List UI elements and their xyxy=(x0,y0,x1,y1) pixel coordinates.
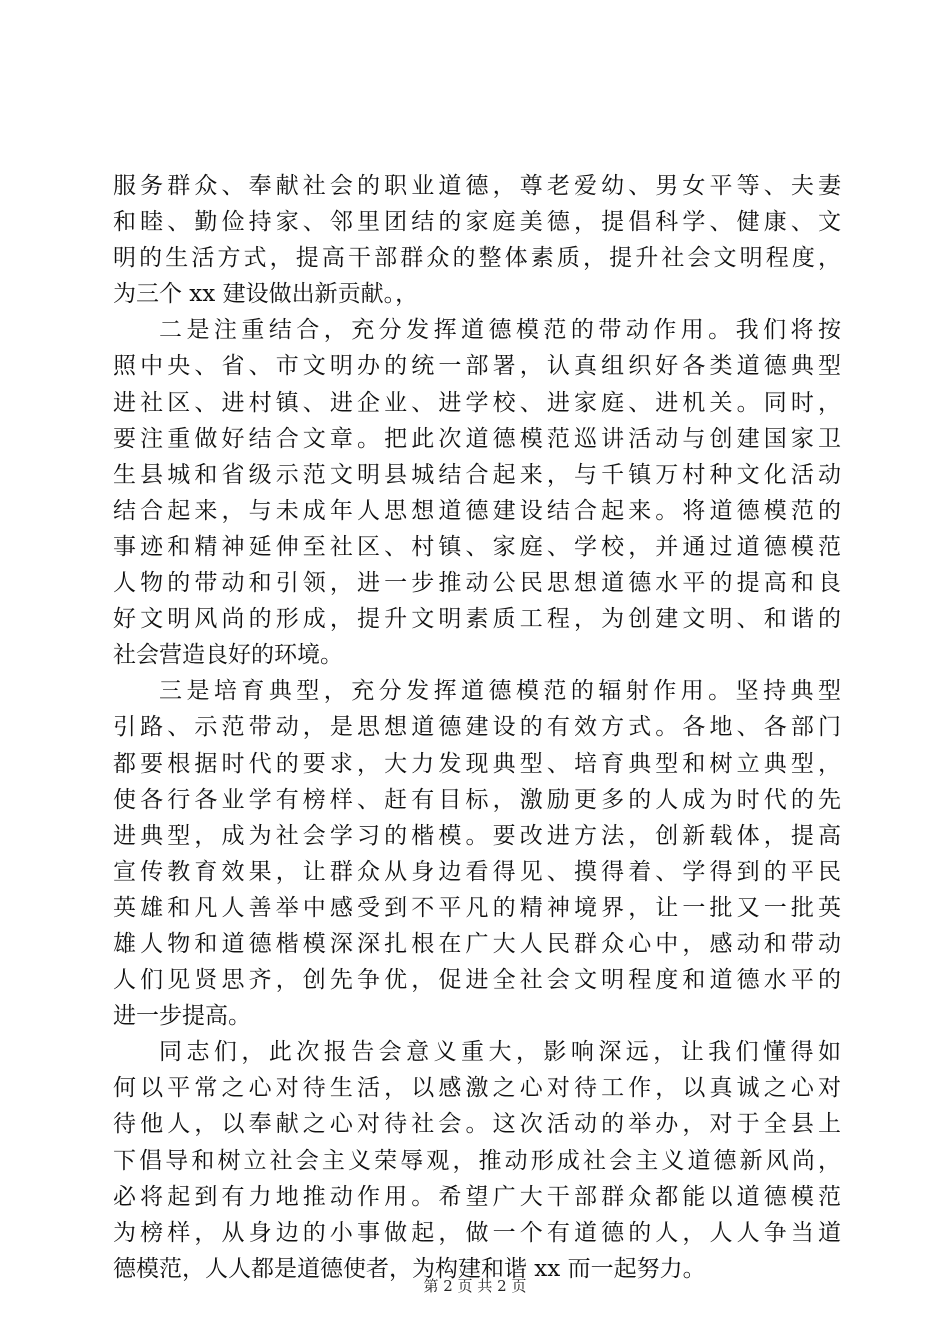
text-line: 为榜样，从身边的小事做起，做一个有道德的人，人人争当道 xyxy=(113,1219,841,1246)
text-line: 待他人，以奉献之心对待社会。这次活动的举办，对于全县上 xyxy=(113,1111,841,1138)
text-line: 结合起来，与未成年人思想道德建设结合起来。将道德模范的 xyxy=(113,497,841,524)
text-line: 社会营造良好的环境。 xyxy=(113,642,343,669)
text-line: 事迹和精神延伸至社区、村镇、家庭、学校，并通过道德模范 xyxy=(113,533,841,560)
text-line: 进一步提高。 xyxy=(113,1003,251,1030)
text-line: 好文明风尚的形成，提升文明素质工程，为创建文明、和谐的 xyxy=(113,606,841,633)
document-body xyxy=(113,168,841,1287)
text-line: 都要根据时代的要求，大力发现典型、培育典型和树立典型， xyxy=(113,750,841,777)
text-line: 要注重做好结合文章。把此次道德模范巡讲活动与创建国家卫 xyxy=(113,425,841,452)
text-line: 德模范，人人都是道德使者，为构建和谐 xx 而一起努力。 xyxy=(113,1255,706,1282)
text-line: 必将起到有力地推动作用。希望广大干部群众都能以道德模范 xyxy=(113,1183,841,1210)
text-line: 使各行各业学有榜样、赶有目标，激励更多的人成为时代的先 xyxy=(113,786,841,813)
paragraph-first-line: 同志们，此次报告会意义重大，影响深远，让我们懂得如 xyxy=(159,1039,841,1066)
paragraph-first-line: 三是培育典型，充分发挥道德模范的辐射作用。坚持典型 xyxy=(159,678,841,705)
text-line: 服务群众、奉献社会的职业道德，尊老爱幼、男女平等、夫妻 xyxy=(113,173,841,199)
page-number-footer: 第 2 页 共 2 页 xyxy=(423,1277,527,1295)
text-line: 雄人物和道德楷模深深扎根在广大人民群众心中，感动和带动 xyxy=(113,930,841,957)
text-line: 人物的带动和引领，进一步推动公民思想道德水平的提高和良 xyxy=(113,570,841,597)
text-line: 和睦、勤俭持家、邻里团结的家庭美德，提倡科学、健康、文 xyxy=(113,209,841,236)
text-line: 英雄和凡人善举中感受到不平凡的精神境界，让一批又一批英 xyxy=(113,894,841,921)
text-line: 引路、示范带动，是思想道德建设的有效方式。各地、各部门 xyxy=(113,714,841,741)
text-line: 为三个 xx 建设做出新贡献。， xyxy=(113,281,419,308)
text-line: 下倡导和树立社会主义荣辱观，推动形成社会主义道德新风尚， xyxy=(113,1147,841,1174)
text-line: 宣传教育效果，让群众从身边看得见、摸得着、学得到的平民 xyxy=(113,858,841,885)
text-line: 人们见贤思齐，创先争优，促进全社会文明程度和道德水平的 xyxy=(113,967,841,994)
text-line: 照中央、省、市文明办的统一部署，认真组织好各类道德典型 xyxy=(113,353,841,380)
text-line: 明的生活方式，提高干部群众的整体素质，提升社会文明程度， xyxy=(113,245,841,272)
text-line: 进社区、进村镇、进企业、进学校、进家庭、进机关。同时， xyxy=(113,389,841,416)
paragraph-first-line: 二是注重结合，充分发挥道德模范的带动作用。我们将按 xyxy=(159,317,841,344)
text-line: 何以平常之心对待生活，以感激之心对待工作，以真诚之心对 xyxy=(113,1075,841,1102)
text-line: 生县城和省级示范文明县城结合起来，与千镇万村种文化活动 xyxy=(113,461,841,488)
text-line: 进典型，成为社会学习的楷模。要改进方法，创新载体，提高 xyxy=(113,822,841,849)
